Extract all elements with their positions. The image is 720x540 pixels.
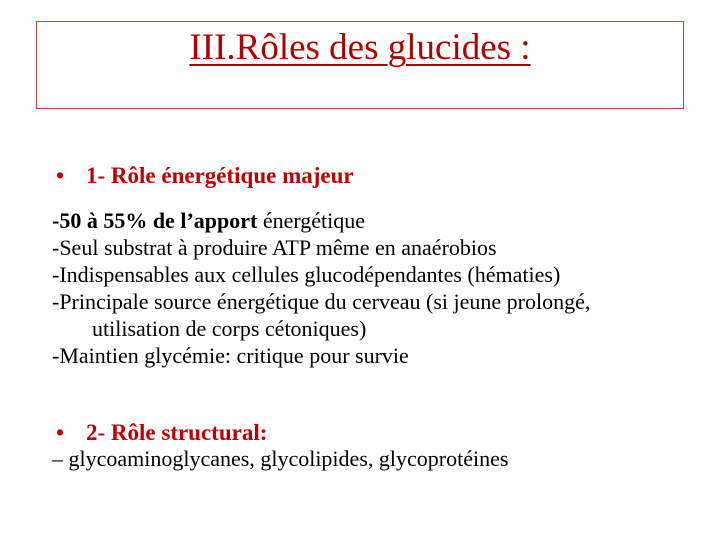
section-structural-heading xyxy=(56,420,267,446)
bullet-2: • xyxy=(56,420,65,445)
section-structural-label: 2- Rôle structural: xyxy=(86,420,268,445)
title-box xyxy=(36,21,684,109)
energy-line-1 xyxy=(52,207,590,234)
structural-line: – glycoaminoglycanes, glycolipides, glycoprotéines xyxy=(52,446,509,471)
section-energy-label: 1- Rôle énergétique majeur xyxy=(86,163,354,188)
bullet-1: • xyxy=(56,163,65,188)
energy-line-1-rest: énergétique xyxy=(257,208,366,233)
energy-line-4a: -Principale source énergétique du cerveau (si jeune prolongé, xyxy=(52,289,591,314)
energy-line-5: -Maintien glycémie: critique pour survie xyxy=(52,343,409,368)
slide-title: III.Rôles des glucides : xyxy=(189,27,531,68)
energy-line-3: -Indispensables aux cellules glucodépendantes (hématies) xyxy=(52,262,561,287)
energy-lines xyxy=(52,207,590,369)
section-energy-heading xyxy=(56,163,354,189)
energy-line-2: -Seul substrat à produire ATP même en anaérobios xyxy=(52,235,497,260)
energy-line-1-bold: -50 à 55% de l’apport xyxy=(52,208,258,233)
energy-line-4b: utilisation de corps cétoniques) xyxy=(92,316,367,341)
